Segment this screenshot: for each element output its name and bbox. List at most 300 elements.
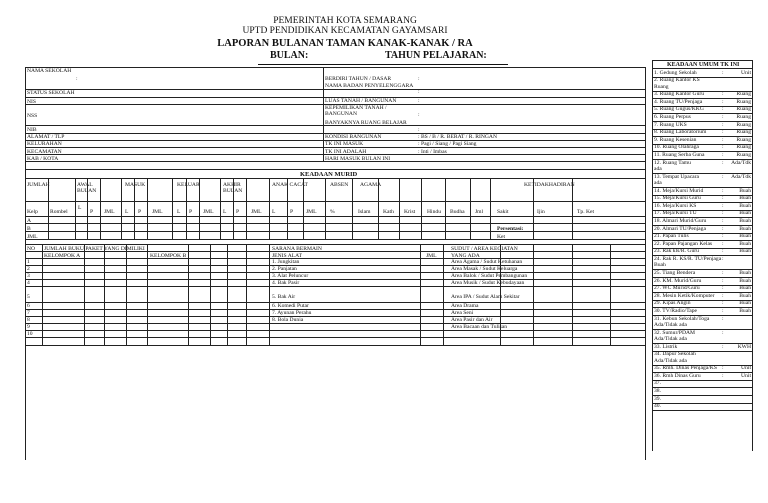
label-kepemilikan: KEPEMILIKAN TANAH / BANGUNAN (325, 105, 387, 117)
murid-col-line (470, 178, 471, 239)
colon: : (418, 89, 420, 95)
lower-col-line (420, 244, 421, 345)
murid-col-line (572, 178, 573, 239)
label-luas: LUAS TANAH / BANGUNAN (325, 98, 397, 104)
umum-row-line (652, 395, 752, 396)
umum-item-label: 34. Dapur Sekolah (654, 351, 696, 358)
umum-item-label: 17. Meja/Kursi TU (654, 210, 697, 217)
label-nama-sekolah: NAMA SEKOLAH (27, 68, 72, 74)
umum-item-label: 32. Sumur/PDAM (654, 329, 696, 336)
umum-item-colon: : (722, 225, 724, 232)
buku-row-number: 8 (27, 317, 30, 323)
lower-col-line (126, 244, 127, 345)
sub-pct: % (330, 209, 335, 215)
col-ketidakhadiran: KETIDAKHADIRAN (524, 182, 575, 188)
label-nama-badan: NAMA BADAN PENYELENGGARA (325, 83, 414, 89)
label-kecamatan: KECAMATAN (27, 149, 62, 155)
umum-item-unit: Ruang (736, 129, 751, 136)
sub-kath: Kath (383, 209, 394, 215)
sub-l: L (272, 209, 276, 215)
umum-item-colon: : (722, 365, 724, 372)
umum-item-colon: : (722, 372, 724, 379)
umum-item-unit: Buah (739, 217, 751, 224)
umum-item-unit: Buah (739, 248, 751, 255)
lower-col-line (246, 244, 247, 345)
lower-row-line (25, 309, 645, 310)
umum-item-label: 1. Gedung Sekolah (654, 69, 697, 76)
jenis-alat: JENIS ALAT (272, 253, 302, 259)
umum-item-unit: Ruang (736, 106, 751, 113)
sarana-item: 1. Jungkitan (272, 259, 300, 265)
sub-sakit: Sakit (497, 209, 509, 215)
buku-row-number: 7 (27, 310, 30, 316)
lower-col-line (227, 244, 228, 345)
label-nib: NIB (27, 127, 37, 133)
frame-top (25, 67, 645, 68)
identity-divider (323, 67, 324, 161)
murid-col-line (100, 178, 101, 239)
sarana-item: 2. Panjatan (272, 266, 297, 272)
identity-row-line (25, 147, 645, 148)
umum-item-colon: : (722, 173, 724, 180)
sub-islam: Islam (358, 209, 371, 215)
sub-l: L (78, 205, 82, 211)
umum-item-label: 35. Rmh. Dinas Penjaga/KS (654, 365, 717, 372)
umum-item-label: 16. Meja/Kursi KS (654, 202, 697, 209)
label-tk-masuk: TK INI MASUK (325, 141, 364, 147)
umum-item-colon: : (722, 202, 724, 209)
umum-item-colon: : (722, 159, 724, 166)
umum-item-label: 13. Tempat Upacara (654, 173, 700, 180)
umum-item-label: 30. TV/Radio/Tape (654, 307, 698, 314)
umum-item-unit: Buah (739, 300, 751, 307)
umum-item-colon: : (722, 292, 724, 299)
murid-col-line (134, 178, 135, 239)
murid-col-line (287, 178, 288, 239)
umum-item-label: 23. Rak kls/R. Guru (654, 248, 699, 255)
umum-item-unit: KWH (737, 343, 751, 350)
sudut-item: Area Seni (451, 310, 474, 316)
umum-item-colon: : (722, 98, 724, 105)
sub-jml: JML (104, 209, 115, 215)
sudut-yang-ada: YANG ADA (451, 253, 480, 259)
value-kondisi: : BS / B / R. BERAT / R. RINGAN (418, 134, 497, 140)
sub-jml2: Jml (475, 209, 484, 215)
umum-item-unit: Buah (739, 225, 751, 232)
lower-row-line (25, 302, 645, 303)
identity-row-line (25, 133, 645, 134)
umum-item-label: 12. Ruang Tamu (654, 159, 691, 166)
murid-col-line (220, 178, 221, 239)
umum-item-colon: : (722, 113, 724, 120)
murid-col-line (445, 178, 446, 239)
label-hari-masuk: HARI MASUK BULAN INI (325, 156, 391, 162)
lower-row-line (25, 258, 645, 259)
colon: : (418, 127, 420, 133)
sudut-title: SUDUT / AREA KEGIATAN (451, 246, 518, 252)
buku-row-number: 6 (27, 303, 30, 309)
sub-p: P (290, 209, 294, 215)
sub-jml: JML (251, 209, 262, 215)
row-b: B (27, 226, 31, 232)
lower-col-line (104, 244, 105, 345)
label-nss: NSS (27, 113, 38, 119)
lower-row-line (25, 345, 645, 346)
umum-item-colon: : (722, 129, 724, 136)
murid-col-line (303, 178, 304, 239)
lower-row-line (25, 286, 645, 287)
sub-rombel: Rombel (50, 209, 68, 215)
umum-item-unit: Buah (739, 269, 751, 276)
value-tk-adalah: : Inti / Imbas (418, 149, 447, 155)
lower-col-line (188, 244, 189, 345)
sarana-title: SARANA BERMAIN (272, 246, 322, 252)
umum-item-label: 11. Ruang Serba Guna (654, 151, 705, 158)
murid-col-line (186, 178, 187, 239)
murid-col-line (87, 178, 88, 239)
umum-item-label: 18. Almari Murid/Guru (654, 217, 707, 224)
murid-row-line (25, 216, 645, 217)
umum-item-label: 3. Ruang Kantor Guru (654, 91, 705, 98)
sarana-item: 3. Alat Peluncur (272, 273, 309, 279)
murid-col-line (246, 178, 247, 239)
umum-item-unit: Buah (739, 233, 751, 240)
umum-item-unit: Buah (739, 202, 751, 209)
umum-item-colon: : (722, 187, 724, 194)
umum-item-label: 28. Mesin Ketik/Komputer (654, 292, 715, 299)
murid-col-line (421, 178, 422, 239)
sub-jml: JML (203, 209, 214, 215)
row-a: A (27, 218, 32, 224)
umum-item-label: 24. Rak R. KS/R. TU/Penjaga (654, 255, 722, 262)
sarana-item: 7. Ayunan Perahu (272, 310, 312, 316)
value-tk-masuk: : Pagi / Siang / Pagi Siang (418, 141, 477, 147)
buku-row-number: 5 (27, 294, 30, 300)
umum-item-label: 25. Tiang Bendera (654, 269, 696, 276)
lower-sub (25, 251, 645, 252)
umum-item-label: 5. Ruang Gugus/KKG (654, 106, 704, 113)
umum-item-label: 9. Ruang Kesenian (654, 136, 697, 143)
persentasi-label: Persentasi: (497, 226, 524, 232)
identity-row-line (25, 89, 645, 90)
tahun-label: TAHUN PELAJARAN: (385, 50, 487, 61)
umum-item-unit: Ruang (736, 144, 751, 151)
label-alamat: ALAMAT / TLP (27, 134, 65, 140)
lower-col-line (210, 244, 211, 345)
murid-col-line (352, 178, 353, 239)
identity-row-line (25, 140, 645, 141)
sudut-item: Area Agama / Sudut Ketuhanan (451, 259, 523, 265)
frame-left (25, 67, 26, 460)
umum-item-colon: : (722, 300, 724, 307)
sub-jml: JML (306, 209, 317, 215)
umum-item-unit: Unit (741, 372, 751, 379)
col-agama: AGAMA (360, 182, 382, 188)
lower-row-line (25, 279, 645, 280)
buku-row-number: 4 (27, 280, 30, 286)
murid-title: KEADAAN MURID (300, 171, 358, 178)
umum-item-label-cont: Buah (654, 262, 666, 269)
kelompok-b: KELOMPOK B (150, 253, 187, 259)
title-underline (258, 64, 508, 65)
umum-item-unit: Buah (739, 285, 751, 292)
umum-item-unit: Buah (739, 240, 751, 247)
col-awal-bulan: AWAL BULAN (77, 182, 97, 194)
umum-item-label-cont: Ada/Tidak ada (654, 322, 687, 328)
identity-row-line (25, 97, 645, 98)
row-jml: JML (27, 234, 38, 240)
umum-item-colon: : (722, 106, 724, 113)
col-keluar: KELUAR (177, 182, 200, 188)
label-nis: NIS (27, 99, 37, 105)
umum-item-label: 4. Ruang TU/Penjaga (654, 98, 703, 105)
sub-tp-ket: Tp. Ket (577, 209, 595, 215)
sub-hindu: Hindu (427, 209, 441, 215)
lower-row-line (25, 330, 645, 331)
label-berdiri: BERDIRI TAHUN / DASAR (325, 76, 392, 82)
sudut-item: Area Balok / Sudut Pembangunan (451, 273, 528, 279)
umum-item-unit: Buah (739, 210, 751, 217)
umum-item-label: 31. Kebun Sekolah/Toga (654, 315, 710, 322)
umum-item-label: 22. Papan Pajangan Kelas (654, 240, 713, 247)
umum-item-colon: : (722, 269, 724, 276)
umum-item-label: 10. Ruang Olahraga (654, 144, 699, 151)
identity-row-line (25, 104, 645, 105)
buku-row-number: 3 (27, 273, 30, 279)
kelompok-a: KELOMPOK A (44, 253, 81, 259)
sarana-item: 4. Bak Pasir (272, 280, 300, 286)
murid-col-line (172, 178, 173, 239)
lower-row-line (25, 337, 645, 338)
frame-right (645, 67, 646, 460)
umum-item-colon: : (722, 151, 724, 158)
umum-item-colon: : (722, 329, 724, 336)
lower-col-line (572, 244, 573, 345)
umum-item-colon: : (722, 91, 724, 98)
sub-p: P (138, 209, 142, 215)
umum-item-colon: : (722, 343, 724, 350)
umum-right (752, 60, 753, 451)
umum-item-colon: : (722, 136, 724, 143)
umum-item-colon: : (722, 240, 724, 247)
murid-col-line (325, 178, 326, 239)
ket-label: Ket (497, 234, 506, 240)
umum-item-label-cont: Ada/Tidak ada (654, 357, 687, 364)
murid-col-line (121, 178, 122, 239)
umum-top (652, 60, 752, 61)
sub-l: L (177, 209, 181, 215)
umum-item-label: 37. (654, 380, 661, 387)
murid-col-line (48, 178, 49, 239)
murid-row-line (25, 231, 645, 232)
murid-col-line (399, 178, 400, 239)
colon: : (418, 76, 420, 82)
label-kab: KAB / KOTA (27, 156, 59, 162)
col-masuk: MASUK (125, 182, 146, 188)
umum-item-colon: : (722, 255, 724, 262)
umum-item-label: 26. KM. Murid/Guru (654, 277, 702, 284)
umum-item-colon: : (722, 121, 724, 128)
identity-row-line (25, 125, 645, 126)
keadaan-umum-title: KEADAAN UMUM TK INI (667, 62, 740, 68)
sub-l: L (125, 209, 129, 215)
umum-item-label: 40. (654, 403, 661, 410)
umum-row-line (652, 380, 752, 381)
umum-item-unit: Unit (741, 69, 751, 76)
murid-bottom (25, 239, 645, 240)
buku-row-number: 1 (27, 259, 30, 265)
identity-row-line (25, 161, 645, 162)
label-kelurahan: KELURAHAN (27, 141, 62, 147)
sub-kelp: Kelp (27, 209, 38, 215)
umum-item-unit: Ada/Tdk (731, 159, 751, 166)
umum-item-unit: Ruang (736, 151, 751, 158)
label-kondisi: KONDISI BANGUNAN (325, 134, 382, 140)
identity-bottom (25, 169, 645, 170)
col-akhir-bulan: AKHIR BULAN (223, 182, 243, 194)
sub-budha: Budha (450, 209, 465, 215)
umum-item-colon: : (722, 248, 724, 255)
umum-item-unit: Ruang (736, 121, 751, 128)
sub-p: P (189, 209, 193, 215)
umum-item-label: 33. Listrik (654, 343, 678, 350)
umum-item-label: 6. Ruang Perpus (654, 113, 691, 120)
lower-col-line (84, 244, 85, 345)
sub-jml: JML (152, 209, 163, 215)
col-no: NO (27, 246, 36, 252)
umum-item-label: 2. Ruang Kantor KS (654, 77, 700, 84)
buku-row-number: 2 (27, 266, 30, 272)
umum-item-label: 27. WC Murid/Guru (654, 285, 700, 292)
buku-title: JUMLAH BUKU PAKET YANG DIMILIKI (44, 246, 145, 252)
col-anak-cacat: ANAK CACAT (272, 182, 308, 188)
header-line-2: UPTD PENDIDIKAN KECAMATAN GAYAMSARI (242, 26, 448, 36)
sudut-item: Area Bacaan dan Tulisan (451, 324, 508, 330)
lower-col-line (443, 244, 444, 345)
sarana-jml: JML (426, 253, 437, 259)
umum-item-label: 38. (654, 387, 661, 394)
umum-item-label: 20. Almari TU/Penjaga (654, 225, 706, 232)
umum-item-unit: Ruang (736, 136, 751, 143)
lower-col-line (42, 244, 43, 345)
buku-row-number: 10 (27, 331, 33, 337)
label-banyaknya: BANYAKNYA RUANG BELAJAR (325, 120, 407, 126)
umum-item-label: 8. Ruang Laboratorium (654, 129, 707, 136)
umum-item-label-cont: ada (654, 166, 662, 172)
umum-item-colon: : (722, 315, 724, 322)
lower-row-line (25, 323, 645, 324)
murid-col-line (147, 178, 148, 239)
umum-item-label: 29. Kipas Angin (654, 300, 691, 307)
sub-krist: Krist (404, 209, 416, 215)
umum-item-unit: Buah (739, 277, 751, 284)
umum-row-line (652, 410, 752, 411)
murid-col-line (199, 178, 200, 239)
lower-top (25, 244, 645, 245)
header-line-1: PEMERINTAH KOTA SEMARANG (273, 16, 417, 26)
lower-col-line (147, 244, 148, 345)
sub-ijin: Ijin (537, 209, 545, 215)
umum-row-line (652, 387, 752, 388)
umum-item-label: 39. (654, 395, 661, 402)
umum-item-label: 14. Meja/Kursi Murid (654, 187, 704, 194)
umum-item-label-cont: Ada/Tidak ada (654, 336, 687, 342)
umum-item-colon: : (722, 69, 724, 76)
buku-row-number: 9 (27, 324, 30, 330)
sub-p: P (90, 209, 94, 215)
label-tk-adalah: TK INI ADALAH (325, 149, 367, 155)
colon: : (418, 98, 420, 104)
umum-item-label-cont: ada (654, 180, 662, 186)
lower-col-line (610, 244, 611, 345)
sudut-item: Area Masak / Sudut Keluarga (451, 266, 518, 272)
sarana-item: 5. Bak Air (272, 294, 296, 300)
murid-sub-line (25, 201, 645, 202)
umum-item-colon: : (722, 195, 724, 202)
umum-item-unit: Ruang (736, 98, 751, 105)
umum-item-colon: : (722, 217, 724, 224)
bulan-label: BULAN: (270, 50, 309, 61)
umum-item-colon: : (722, 233, 724, 240)
umum-item-unit: Ruang (736, 113, 751, 120)
umum-item-colon: : (722, 277, 724, 284)
lower-row-line (25, 265, 645, 266)
sarana-item: 8. Bola Dunia (272, 317, 304, 323)
sudut-item: Area Drama (451, 303, 479, 309)
col-absen: ABSEN (330, 182, 349, 188)
umum-item-unit: Unit (741, 365, 751, 372)
umum-item-unit: Buah (739, 195, 751, 202)
report-title: LAPORAN BULANAN TAMAN KANAK-KANAK / RA (217, 38, 473, 49)
sudut-item: Area IPA / Sudut Alam Sekitar (451, 294, 520, 300)
umum-item-unit: Buah (739, 307, 751, 314)
murid-header-line (25, 178, 645, 179)
identity-row-line (25, 154, 645, 155)
umum-item-label: 21. Papan Tulis (654, 233, 689, 240)
murid-col-line (378, 178, 379, 239)
lower-row-line (25, 316, 645, 317)
murid-col-line (269, 178, 270, 239)
umum-item-colon: : (722, 210, 724, 217)
umum-item-unit: Ruang (736, 91, 751, 98)
murid-col-line (533, 178, 534, 239)
umum-item-unit: Buah (739, 187, 751, 194)
umum-item-label: 36. Rmh Dinas Guru (654, 372, 701, 379)
sudut-item: Area Musik / Sudut Kebudayaan (451, 280, 525, 286)
umum-item-label: 7. Ruang UKS (654, 121, 687, 128)
umum-item-colon: : (722, 285, 724, 292)
murid-col-line (233, 178, 234, 239)
sarana-item: 6. Komedi Putar (272, 303, 309, 309)
umum-item-label: 15. Meja/Kursi Guru (654, 195, 701, 202)
umum-item-label-cont: Ruang (654, 83, 669, 90)
lower-col-line (533, 244, 534, 345)
murid-row-line (25, 223, 645, 224)
sub-l: L (223, 209, 227, 215)
label-status-sekolah: STATUS SEKOLAH (27, 90, 75, 96)
lower-row-line (25, 272, 645, 273)
umum-item-colon: : (722, 144, 724, 151)
sudut-item: Area Pasir dan Air (451, 317, 493, 323)
umum-item-unit: Buah (739, 292, 751, 299)
umum-row-line (652, 403, 752, 404)
colon: : (76, 76, 78, 82)
sub-p: P (236, 209, 240, 215)
murid-col-line (75, 178, 76, 239)
murid-col-line (490, 178, 491, 239)
umum-item-unit: Ada/Tdk (731, 173, 751, 180)
colon: : (418, 112, 420, 118)
